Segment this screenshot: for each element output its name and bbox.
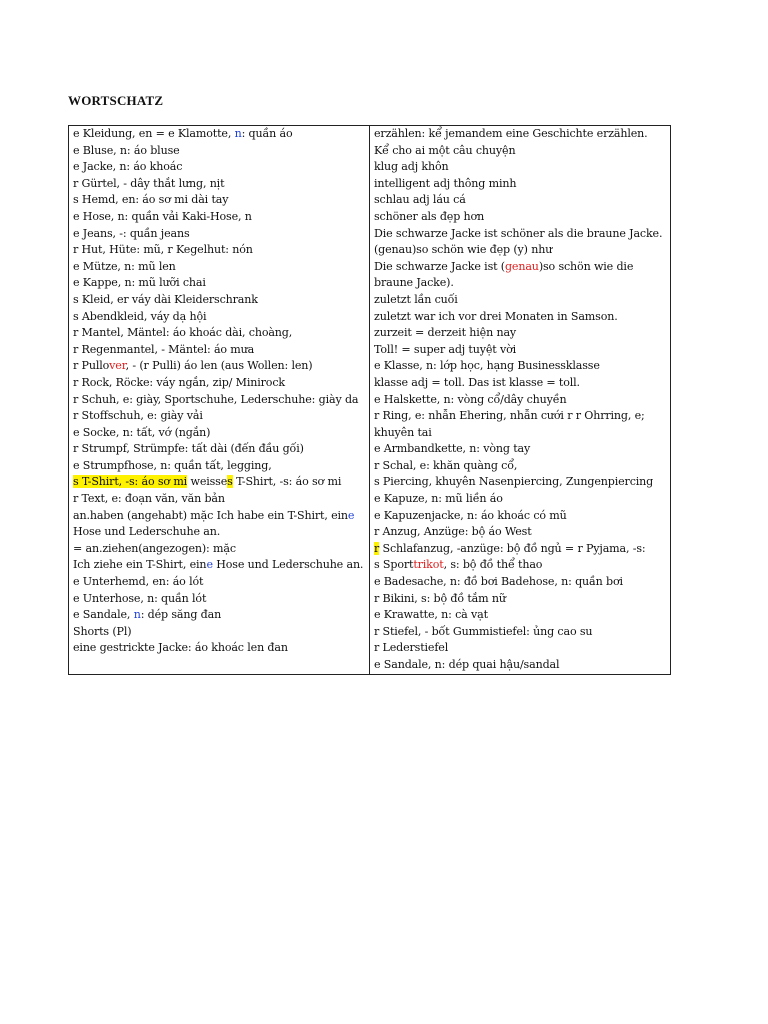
vocab-entry	[374, 209, 666, 226]
vocab-text: Shorts (Pl)	[73, 624, 132, 638]
vocab-text: Schlafanzug, -anzüge: bộ đồ ngủ = r Pyjama, -s:	[379, 541, 646, 555]
vocab-entry	[73, 192, 365, 209]
vocab-text: zuletzt war ich vor drei Monaten in Samson.	[374, 309, 618, 323]
vocab-entry	[374, 640, 666, 657]
vocab-text: Kể cho ai một câu chuyện	[374, 143, 516, 157]
vocab-text: genau	[504, 259, 539, 273]
table-row	[69, 126, 671, 675]
vocab-text: e Unterhemd, en: áo lót	[73, 575, 204, 589]
vocab-entry	[374, 441, 666, 458]
vocab-text: s T-Shirt, -s: áo sơ mi	[73, 475, 188, 489]
vocab-entry	[374, 143, 666, 160]
vocab-text: e Sandale, n: dép quai hậu/sandal	[374, 658, 560, 671]
vocab-text: e Hose, n: quần vải Kaki-Hose, n	[73, 209, 252, 223]
vocab-text: Toll! = super adj tuyệt vời	[374, 342, 516, 356]
vocab-entry	[73, 392, 365, 409]
vocab-entry	[374, 292, 666, 309]
vocab-entry	[374, 358, 666, 375]
vocab-text: r	[374, 541, 380, 555]
vocab-entry	[374, 524, 666, 541]
vocab-text: r Ring, e: nhẫn Ehering, nhẫn cưới r r Ohrring, e; khuyên tai	[374, 409, 645, 439]
vocab-entry	[73, 309, 365, 326]
vocab-entry	[374, 557, 666, 574]
vocabulary-table	[68, 125, 671, 675]
vocab-text: r Anzug, Anzüge: bộ áo West	[374, 525, 532, 539]
vocab-text: r Stiefel, - bốt Gummistiefel: ủng cao su	[374, 624, 593, 638]
page-title: WORTSCHATZ	[68, 93, 164, 108]
vocab-entry	[73, 176, 365, 193]
vocab-entry	[73, 441, 365, 458]
vocab-text: n	[133, 608, 141, 622]
vocab-text: s	[227, 475, 233, 489]
vocab-text: Hose und Lederschuhe an.	[212, 558, 364, 572]
vocab-entry	[73, 159, 365, 176]
vocab-text: zuletzt lần cuối	[374, 292, 458, 306]
vocab-text: e Bluse, n: áo bluse	[73, 143, 180, 157]
vocab-text: e Kapuzenjacke, n: áo khoác có mũ	[374, 508, 567, 522]
left-column	[69, 126, 370, 675]
vocab-entry	[374, 491, 666, 508]
vocab-text: e Sandale,	[73, 608, 134, 622]
vocab-entry	[73, 126, 365, 143]
vocab-entry	[73, 209, 365, 226]
vocab-text: Die schwarze Jacke ist (	[374, 259, 505, 273]
right-column	[370, 126, 671, 675]
vocab-text: klasse adj = toll. Das ist klasse = toll.	[374, 375, 580, 389]
vocab-entry	[374, 176, 666, 193]
vocab-text: r Bikini, s: bộ đồ tắm nữ	[374, 591, 506, 605]
vocab-entry	[73, 557, 365, 574]
vocab-text: r Pullo	[73, 359, 110, 373]
vocab-text: r Mantel, Mäntel: áo khoác dài, choàng,	[73, 326, 293, 340]
vocab-text: = an.ziehen(angezogen): mặc	[73, 541, 236, 555]
vocab-text: Ich ziehe ein T-Shirt, ein	[73, 558, 207, 572]
vocab-entry	[73, 425, 365, 442]
vocab-entry	[73, 242, 365, 259]
vocab-entry	[73, 342, 365, 359]
vocab-text: s Sport	[374, 558, 414, 572]
vocab-entry	[73, 474, 365, 491]
vocab-entry	[73, 259, 365, 276]
vocab-text: , s: bộ đồ thể thao	[443, 558, 543, 572]
vocab-entry	[73, 624, 365, 641]
vocab-entry	[73, 491, 365, 508]
vocab-entry	[73, 375, 365, 392]
vocab-text: : dép săng đan	[140, 608, 222, 622]
vocab-entry	[374, 607, 666, 624]
vocab-text: : quần áo	[241, 127, 293, 140]
vocab-text: e Jeans, -: quần jeans	[73, 226, 190, 240]
vocab-entry	[73, 458, 365, 475]
vocab-entry	[374, 342, 666, 359]
vocab-text: r Lederstiefel	[374, 641, 449, 655]
vocab-entry	[73, 143, 365, 160]
vocab-entry	[374, 591, 666, 608]
vocab-text: )so schön wie die braune Jacke).	[374, 259, 634, 290]
vocab-text: klug adj khôn	[374, 160, 449, 174]
vocab-entry	[73, 574, 365, 591]
vocab-text: r Hut, Hüte: mũ, r Kegelhut: nón	[73, 243, 253, 257]
vocab-text: s Piercing, khuyên Nasenpiercing, Zungenpiercing	[374, 475, 654, 489]
vocab-text: e Kapuze, n: mũ liền áo	[374, 492, 503, 506]
vocab-entry	[374, 226, 666, 243]
vocab-entry	[374, 508, 666, 525]
vocab-text: (genau)so schön wie đẹp (y) như	[374, 243, 553, 257]
vocab-text: e	[347, 508, 355, 522]
vocab-entry	[73, 508, 365, 541]
vocab-entry	[73, 607, 365, 624]
vocab-text: s Kleid, er váy dài Kleiderschrank	[73, 292, 258, 306]
vocab-text: trikot	[413, 558, 444, 572]
vocab-entry	[73, 292, 365, 309]
vocab-text: Hose und Lederschuhe an.	[73, 525, 221, 539]
vocab-entry	[73, 226, 365, 243]
vocab-text: , - (r Pulli) áo len (aus Wollen: len)	[125, 359, 313, 373]
vocab-text: e Kleidung, en = e Klamotte,	[73, 127, 235, 140]
vocab-entry	[374, 392, 666, 409]
vocab-entry	[73, 640, 365, 657]
vocab-text: schöner als đẹp hơn	[374, 209, 485, 223]
vocab-text: r Schal, e: khăn quàng cổ,	[374, 458, 518, 472]
vocab-entry	[374, 259, 666, 292]
vocab-entry	[374, 474, 666, 491]
vocab-entry	[374, 309, 666, 326]
vocab-entry	[73, 591, 365, 608]
vocab-text: intelligent adj thông minh	[374, 176, 517, 190]
vocab-text: e	[206, 558, 213, 572]
vocab-entry	[73, 541, 365, 558]
vocab-text: e Mütze, n: mũ len	[73, 259, 176, 273]
vocab-text: e Strumpfhose, n: quần tất, legging,	[73, 458, 272, 472]
vocab-entry	[374, 408, 666, 441]
vocab-entry	[73, 325, 365, 342]
vocab-text: e Halskette, n: vòng cổ/dây chuyền	[374, 392, 567, 406]
vocab-entry	[374, 192, 666, 209]
vocab-text: r Regenmantel, - Mäntel: áo mưa	[73, 342, 255, 356]
vocab-text: e Krawatte, n: cà vạt	[374, 608, 488, 622]
vocab-text: weisse	[187, 475, 228, 489]
vocab-text: an.haben (angehabt) mặc Ich habe ein T-Shirt, ein	[73, 508, 348, 522]
vocab-entry	[374, 159, 666, 176]
vocab-entry	[73, 275, 365, 292]
vocab-entry	[374, 126, 666, 143]
vocab-text: zurzeit = derzeit hiện nay	[374, 326, 517, 340]
vocab-entry	[374, 657, 666, 674]
vocab-text: r Text, e: đoạn văn, văn bản	[73, 492, 225, 506]
vocab-entry	[374, 624, 666, 641]
vocab-text: erzählen: kể jemandem eine Geschichte erzählen.	[374, 127, 648, 140]
vocab-text: n	[234, 127, 242, 140]
vocab-text: s Abendkleid, váy dạ hội	[73, 309, 207, 323]
vocab-text: e Kappe, n: mũ lưỡi chai	[73, 276, 206, 290]
vocab-text: e Unterhose, n: quần lót	[73, 591, 207, 605]
vocab-entry	[374, 574, 666, 591]
vocab-text: e Klasse, n: lớp học, hạng Businessklasse	[374, 359, 600, 373]
vocab-text: ver	[109, 359, 126, 373]
vocab-text: r Strumpf, Strümpfe: tất dài (đến đầu gối)	[73, 442, 304, 456]
vocab-entry	[374, 375, 666, 392]
vocab-text: e Socke, n: tất, vớ (ngắn)	[73, 425, 211, 439]
vocab-text: eine gestrickte Jacke: áo khoác len đan	[73, 641, 288, 655]
vocab-text: r Rock, Röcke: váy ngắn, zip/ Minirock	[73, 375, 285, 389]
vocab-text: T-Shirt, -s: áo sơ mi	[232, 475, 342, 489]
vocab-entry	[73, 408, 365, 425]
vocab-text: r Stoffschuh, e: giày vải	[73, 409, 203, 423]
vocab-text: e Jacke, n: áo khoác	[73, 160, 183, 174]
vocab-text: Die schwarze Jacke ist schöner als die braune Jacke.	[374, 226, 663, 240]
vocab-text: e Badesache, n: đồ bơi Badehose, n: quần bơi	[374, 575, 623, 589]
vocab-text: r Schuh, e: giày, Sportschuhe, Lederschuhe: giày da	[73, 392, 359, 406]
vocab-text: e Armbandkette, n: vòng tay	[374, 442, 531, 456]
vocab-entry	[73, 358, 365, 375]
vocab-entry	[374, 325, 666, 342]
vocab-text: schlau adj láu cá	[374, 193, 466, 207]
vocab-entry	[374, 242, 666, 259]
vocab-text: s Hemd, en: áo sơ mi dài tay	[73, 193, 229, 207]
vocab-entry	[374, 541, 666, 558]
vocab-text: r Gürtel, - dây thắt lưng, nịt	[73, 176, 225, 190]
vocab-entry	[374, 458, 666, 475]
